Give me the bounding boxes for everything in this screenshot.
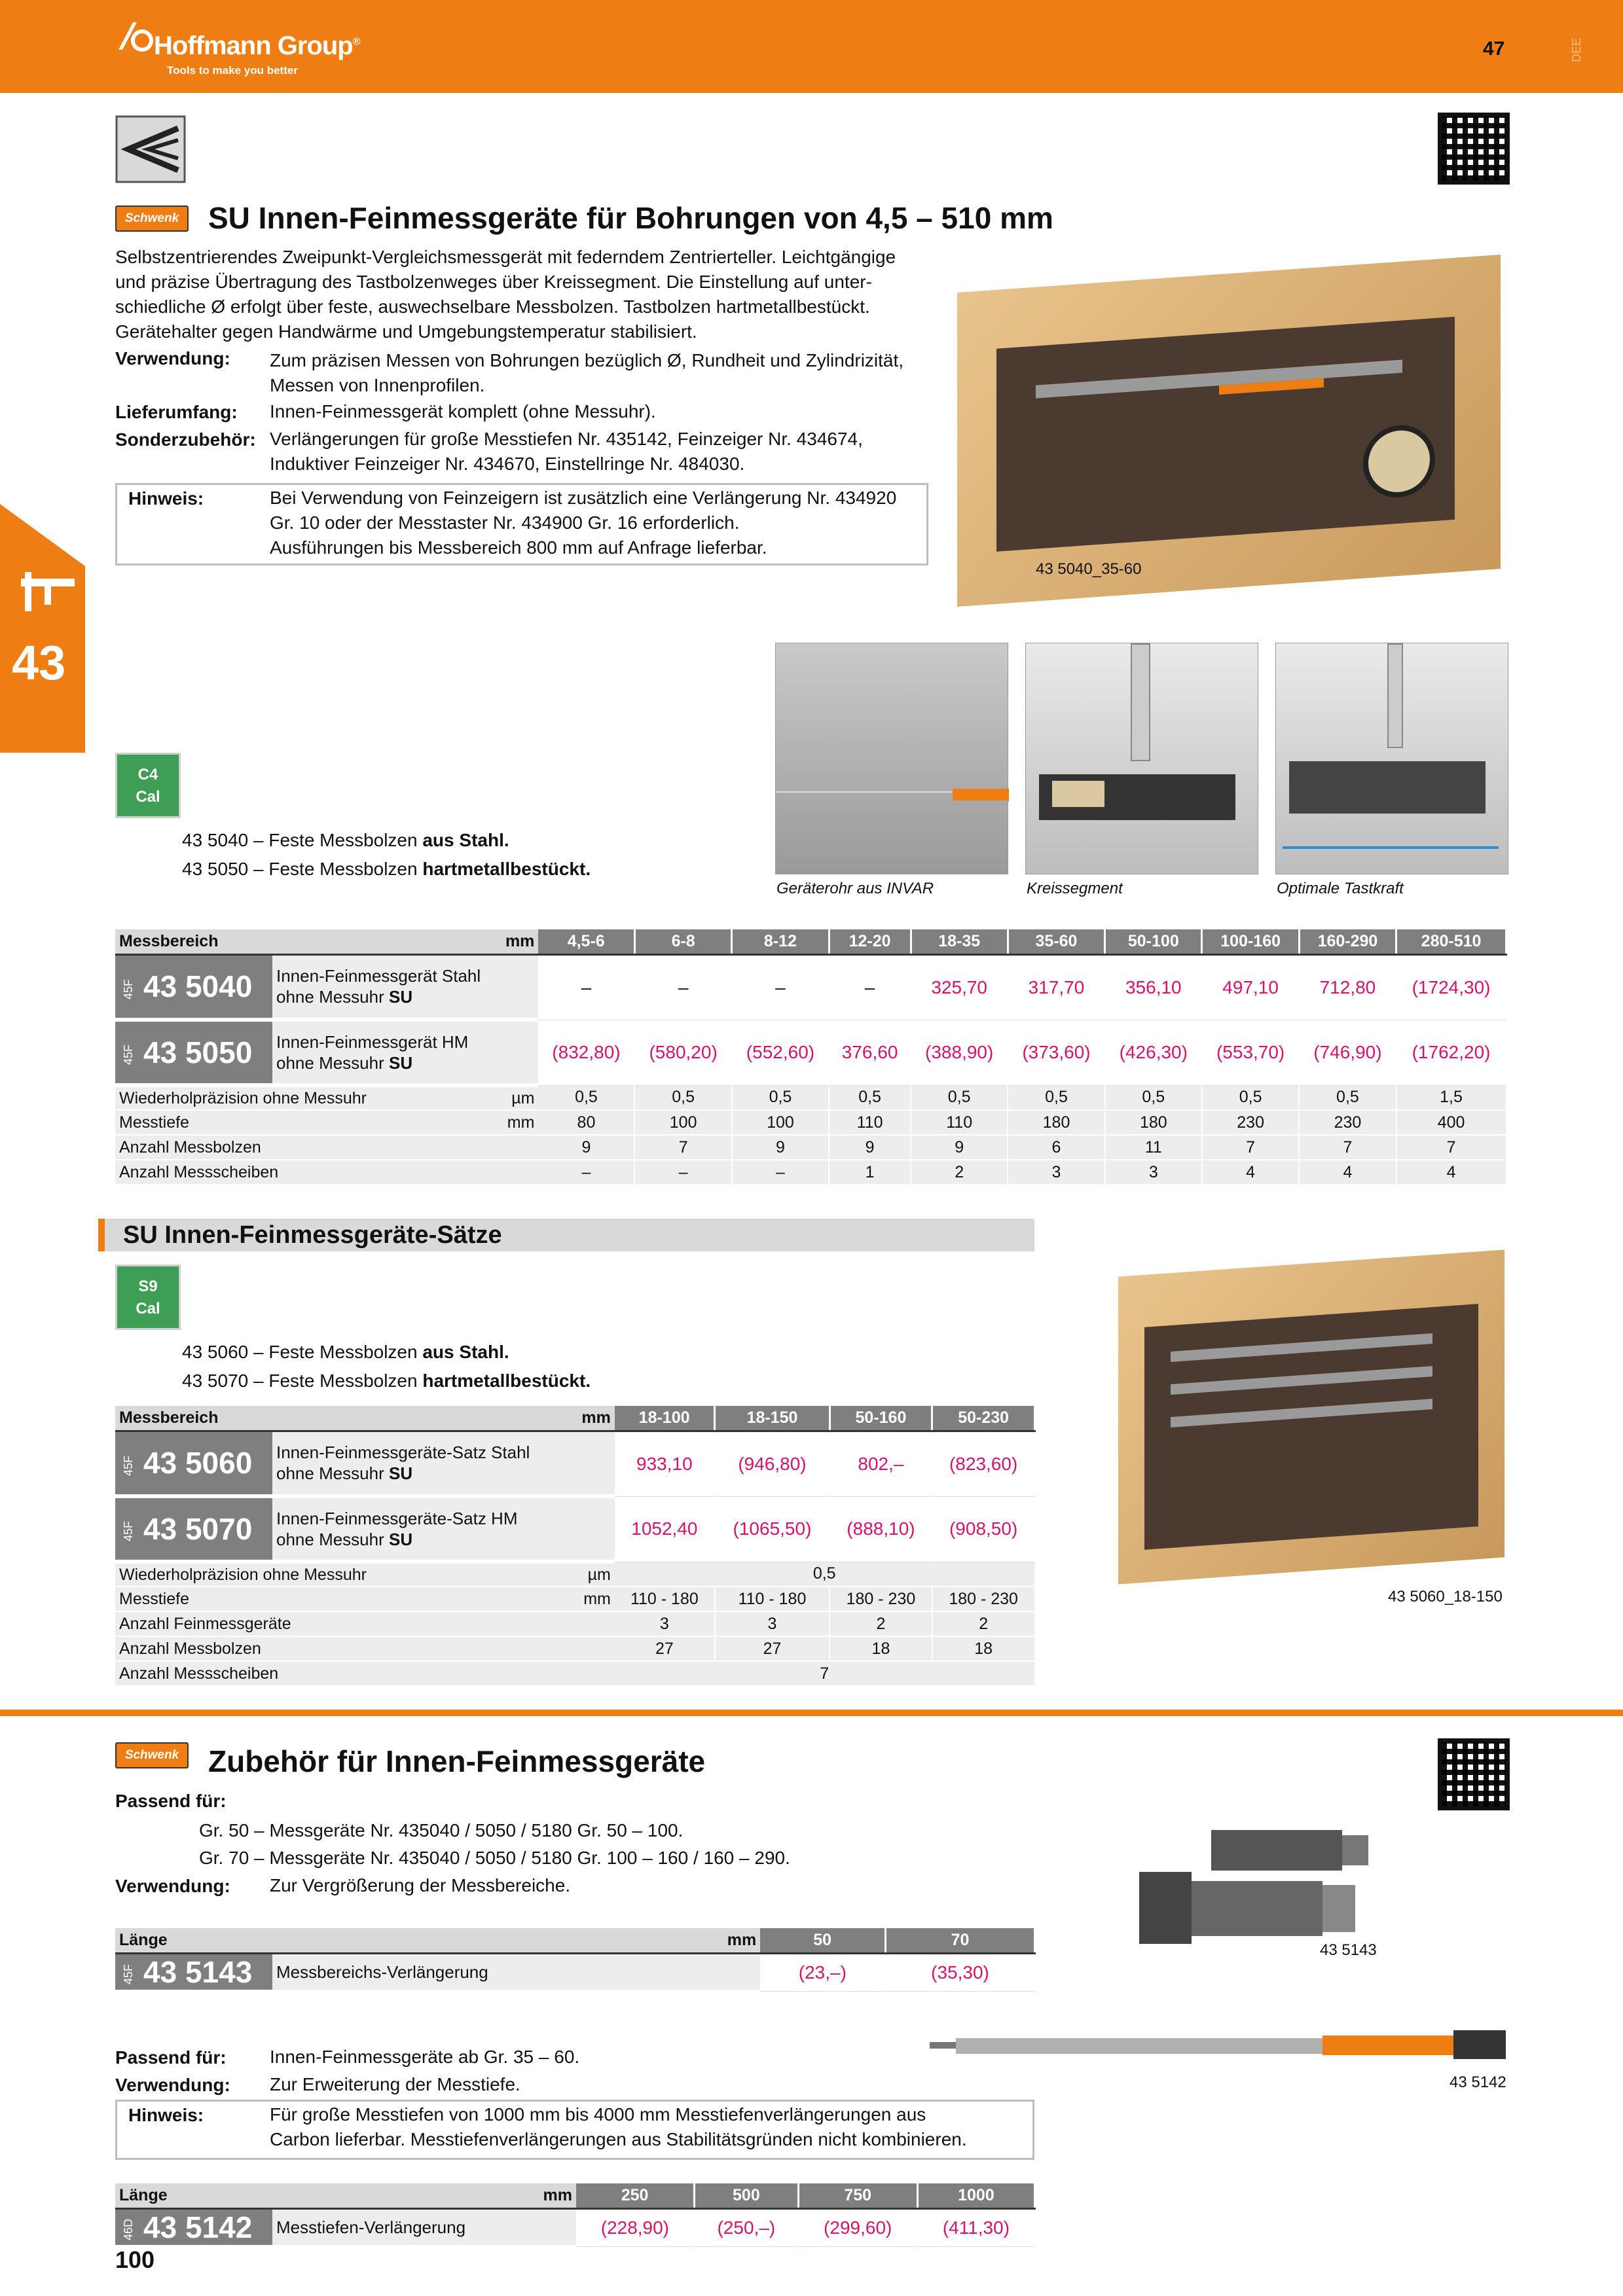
detail-photo-kreissegment <box>1025 643 1258 874</box>
caliper-icon <box>18 569 77 615</box>
hinweis-text: Für große Messtiefen von 1000 mm bis 4000 mm Messtiefenverlängerungen aus Carbon lieferbar. Messtiefenverlängerungen aus Stabilitätsgründen nicht kombinieren. <box>270 2104 967 2149</box>
verwendung-text: Zur Vergrößerung der Messbereiche. <box>270 1875 571 1895</box>
table-head-label: Messbereich <box>115 929 465 954</box>
sonderzubehoer-label: Sonderzubehör: <box>115 429 256 450</box>
passend-text: Innen-Feinmessgeräte ab Gr. 35 – 60. <box>270 2047 580 2067</box>
photo-caption: 43 5060_18-150 <box>1388 1588 1503 1605</box>
brand-name: Hoffmann Group® <box>154 31 360 60</box>
spec-row: Anzahl Messscheiben – – – 1 2 3 3 4 4 4 <box>115 1160 1506 1185</box>
spec-row: Messtiefe mm 80 100 100 110 110 180 180 230 230 400 <box>115 1110 1506 1135</box>
variant-list: 43 5060 – Feste Messbolzen aus Stahl. 43 5070 – Feste Messbolzen hartmetallbestückt. <box>182 1342 591 1391</box>
subsection-header: SU Innen-Feinmessgeräte-Sätze <box>98 1219 1034 1251</box>
spec-row: Anzahl Messscheiben 7 <box>115 1661 1035 1686</box>
extension-photo <box>1133 1826 1381 1957</box>
section-title: Zubehör für Innen-Feinmessgeräte <box>208 1744 706 1778</box>
product-intro: Selbstzentrierendes Zweipunkt-Vergleichsmessgerät mit federndem Zentrierteller. Leichtgängige und präzise Übertragung des Tastbolzenweges über Kreissegment. Die Einstellung auf unter- schiedliche Ø erfolgt über feste, auswechselbare Messbolzen. Tastbolzen hartmetallbestückt. Gerätehalter gegen Handwärme und Umgebungstemperatur stabilisiert. <box>115 247 896 342</box>
detail-photo-tastkraft <box>1275 643 1508 874</box>
hinweis-text: Bei Verwendung von Feinzeigern ist zusätzlich eine Verlängerung Nr. 434920 Gr. 10 oder der Messtaster Nr. 434900 Gr. 16 erforderlich. Ausführungen bis Messbereich 800 mm auf Anfrage lieferbar. <box>270 488 897 558</box>
bore-gauge-category-icon <box>115 115 186 183</box>
spec-row: Messtiefe mm 110 - 180 110 - 180 180 - 230 180 - 230 <box>115 1587 1035 1611</box>
passend-label: Passend für: <box>115 2047 227 2068</box>
qr-code-icon[interactable] <box>1438 1738 1510 1810</box>
lieferumfang-text: Innen-Feinmessgerät komplett (ohne Messuhr). <box>270 401 656 422</box>
verwendung-text: Zur Erweiterung der Messtiefe. <box>270 2074 520 2094</box>
variant-list: 43 5040 – Feste Messbolzen aus Stahl. 43 5050 – Feste Messbolzen hartmetallbestückt. <box>182 830 591 879</box>
verwendung-label: Verwendung: <box>115 348 230 368</box>
spec-row: Wiederholpräzision ohne Messuhr µm 0,5 <box>115 1562 1035 1587</box>
spec-row: Anzahl Messbolzen 9 7 9 9 9 6 11 7 7 7 <box>115 1135 1506 1160</box>
product-case-photo <box>957 255 1501 607</box>
chapter-tab <box>0 504 85 753</box>
table-row[interactable]: 46D 43 5142 Messtiefen-Verlängerung (228,90) (250,–) (299,60) (411,30) <box>115 2208 1035 2247</box>
depth-extension-photo <box>930 2016 1512 2075</box>
product-table-4: Länge mm 250 500 750 1000 46D 43 5142 Messtiefen-Verlängerung (228,90) (250,–) (299,60) (411,30) <box>115 2183 1036 2249</box>
spec-row: Anzahl Feinmessgeräte 3 3 2 2 <box>115 1611 1035 1636</box>
hoffmann-logo-icon <box>115 18 154 55</box>
section-divider <box>0 1710 1623 1716</box>
section-title: SU Innen-Feinmessgeräte für Bohrungen von 4,5 – 510 mm <box>208 201 1053 235</box>
product-table-3: Länge mm 50 70 45F 43 5143 Messbereichs-Verlängerung (23,–) (35,30) <box>115 1928 1036 1994</box>
table-row[interactable]: 45F 43 5070 Innen-Feinmessgeräte-Satz HM ohne Messuhr SU 1052,40 (1065,50) (888,10) (908,50) <box>115 1496 1035 1562</box>
verwendung-label: Verwendung: <box>115 1876 230 1896</box>
chapter-number: 43 <box>12 636 66 690</box>
hinweis-label: Hinweis: <box>128 488 204 509</box>
qr-code-icon[interactable] <box>1438 113 1510 185</box>
table-row[interactable]: 45F 43 5060 Innen-Feinmessgeräte-Satz Stahl ohne Messuhr SU 933,10 (946,80) 802,– (823,60) <box>115 1431 1035 1496</box>
verwendung-text: Zum präzisen Messen von Bohrungen bezüglich Ø, Rundheit und Zylindrizität, Messen von Innenprofilen. <box>270 350 904 395</box>
page-number: 47 <box>1483 38 1505 60</box>
calibration-badge: C4 Cal <box>115 753 181 818</box>
product-set-photo <box>1118 1249 1504 1584</box>
schwenk-logo: Schwenk <box>115 1742 189 1768</box>
language-code: DEE <box>1570 38 1583 63</box>
table-row[interactable]: 45F 43 5040 Innen-Feinmessgerät Stahl ohne Messuhr SU – – – – 325,70 317,70 356,10 497,10 712,80 (1724,30) <box>115 954 1506 1020</box>
schwenk-logo: Schwenk <box>115 206 189 232</box>
photo-caption: 43 5040_35-60 <box>1036 560 1142 578</box>
sonderzubehoer-text: Verlängerungen für große Messtiefen Nr. 435142, Feinzeiger Nr. 434674, Induktiver Feinzeiger Nr. 434670, Einstellringe Nr. 484030. <box>270 429 863 474</box>
passend-list: Gr. 50 – Messgeräte Nr. 435040 / 5050 / 5180 Gr. 50 – 100. Gr. 70 – Messgeräte Nr. 435040 / 5050 / 5180 Gr. 100 – 160 / 160 – 290. <box>199 1820 790 1868</box>
spec-row: Wiederholpräzision ohne Messuhr µm 0,5 0,5 0,5 0,5 0,5 0,5 0,5 0,5 0,5 1,5 <box>115 1085 1506 1110</box>
footer-page-number: 100 <box>115 2246 155 2273</box>
detail-photo-invar <box>775 643 1008 874</box>
passend-label: Passend für: <box>115 1791 227 1811</box>
product-table-1: Messbereich mm 4,5-6 6-8 8-12 12-20 18-35 35-60 50-100 100-160 160-290 280-510 45F 43 5040 Innen-Feinmessgerät Stahl ohne Messuhr SU – – – – 325,70 317,70 356,10 497,10 712,80 (1724,30) 45F 43 5050 Innen-Feinmessgerät HM ohne Messuhr SU (832,80) (580,20) (552,60) 376,60 (388,90) (373,60) (426,30) (553,70) (746,90) (1762,20) Wiederholpräzision ohne Messuhr µm 0,5 0,5 0,5 0,5 0,5 0,5 0,5 0,5 0,5 1,5 Messtiefe mm 80 100 100 110 110 180 180 230 230 400 Anzahl Messbolzen 9 7 9 9 9 6 11 7 7 7 Anzahl Messscheiben – – – 1 2 3 3 4 4 4 <box>115 929 1507 1185</box>
photo-caption: 43 5142 <box>1450 2073 1506 2091</box>
detail-caption-2: Kreissegment <box>1027 880 1123 897</box>
photo-caption: 43 5143 <box>1320 1941 1377 1959</box>
calibration-badge: S9 Cal <box>115 1265 181 1330</box>
hinweis-label: Hinweis: <box>128 2105 204 2125</box>
detail-caption-1: Geräterohr aus INVAR <box>776 880 934 897</box>
spec-row: Anzahl Messbolzen 27 27 18 18 <box>115 1636 1035 1661</box>
brand-tagline: Tools to make you better <box>167 64 298 77</box>
lieferumfang-label: Lieferumfang: <box>115 402 238 422</box>
table-row[interactable]: 45F 43 5050 Innen-Feinmessgerät HM ohne Messuhr SU (832,80) (580,20) (552,60) 376,60 (388,90) (373,60) (426,30) (553,70) (746,90) (1762,20) <box>115 1020 1506 1085</box>
verwendung-label: Verwendung: <box>115 2075 230 2095</box>
detail-caption-3: Optimale Tastkraft <box>1277 880 1404 897</box>
table-row[interactable]: 45F 43 5143 Messbereichs-Verlängerung (23,–) (35,30) <box>115 1953 1035 1992</box>
product-table-2: Messbereich mm 18-100 18-150 50-160 50-230 45F 43 5060 Innen-Feinmessgeräte-Satz Stahl ohne Messuhr SU 933,10 (946,80) 802,– (823,60) 45F 43 5070 Innen-Feinmessgeräte-Satz HM ohne Messuhr SU 1052,40 (1065,50) (888,10) (908,50) Wiederholpräzision ohne Messuhr µm 0,5 Messtiefe mm 110 - 180 110 - 180 180 - 230 180 - 230 Anzahl Feinmessgeräte 3 3 2 2 Anzahl Messbolzen 27 27 18 18 Anzahl Messscheiben 7 <box>115 1406 1036 1687</box>
